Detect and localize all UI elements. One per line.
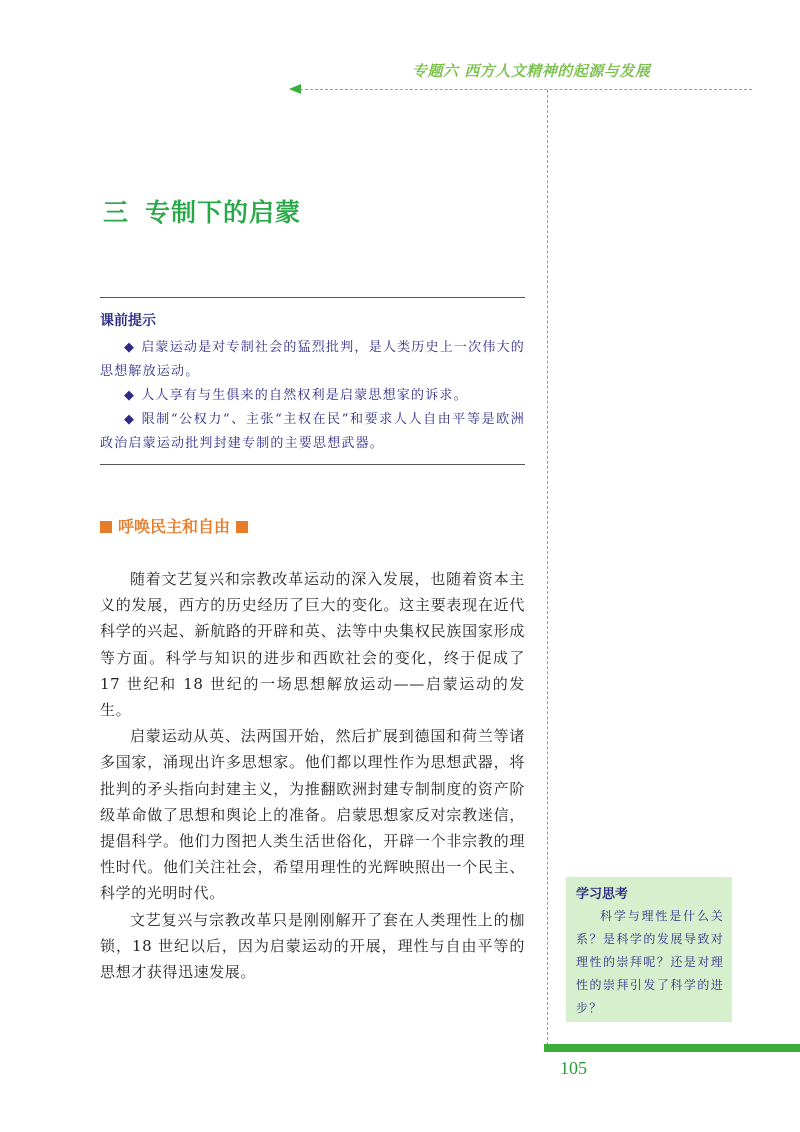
- diamond-bullet-icon: ◆: [124, 340, 136, 355]
- square-marker-icon: [236, 521, 248, 533]
- square-marker-icon: [100, 521, 112, 533]
- tips-heading: 课前提示: [100, 313, 156, 329]
- body-text: [100, 566, 525, 985]
- header-divider: [300, 89, 752, 90]
- diamond-bullet-icon: ◆: [124, 388, 136, 403]
- study-think-box: [566, 877, 732, 1022]
- section-heading-text: 呼唤民主和自由: [118, 517, 231, 536]
- tip-text: 启蒙运动是对专制社会的猛烈批判，是人类历史上一次伟大的思想解放运动。: [100, 340, 525, 379]
- tip-item: [100, 384, 525, 408]
- chapter-title-text: 专制下的启蒙: [145, 198, 302, 227]
- body-paragraph: 启蒙运动从英、法两国开始，然后扩展到德国和荷兰等诸多国家，涌现出许多思想家。他们都以理性作为思想武器，将批判的矛头指向封建主义，为推翻欧洲封建专制制度的资产阶级革命做了思想和舆论上的准备。启蒙思想家反对宗教迷信，提倡科学。他们力图把人类生活世俗化，开辟一个非宗教的理性时代。他们关注社会，希望用理性的光辉映照出一个民主、科学的光明时代。: [100, 727, 525, 903]
- running-header: 专题六 西方人文精神的起源与发展: [412, 62, 651, 80]
- tip-item: [100, 408, 525, 456]
- footer-bar: [544, 1044, 800, 1052]
- body-paragraph: 文艺复兴与宗教改革只是刚刚解开了套在人类理性上的枷锁，18 世纪以后，因为启蒙运动的开展，理性与自由平等的思想才获得迅速发展。: [100, 910, 525, 982]
- tip-item: [100, 336, 525, 384]
- tip-text: 人人享有与生俱来的自然权利是启蒙思想家的诉求。: [141, 388, 468, 403]
- study-think-title: 学习思考: [576, 887, 629, 902]
- chapter-number: 三: [103, 198, 130, 227]
- body-paragraph: 随着文艺复兴和宗教改革运动的深入发展，也随着资本主义的发展，西方的历史经历了巨大的变化。这主要表现在近代科学的兴起、新航路的开辟和英、法等中央集权民族国家形成等方面。科学与知识的进步和西欧社会的变化，终于促成了 17 世纪和 18 世纪的一场思想解放运动——启蒙运动的发生。: [100, 570, 525, 720]
- diamond-bullet-icon: ◆: [124, 412, 136, 427]
- pre-class-tips: [100, 297, 525, 465]
- chapter-title: [103, 193, 301, 229]
- tip-text: 限制“公权力”、主张“主权在民”和要求人人自由平等是欧洲政治启蒙运动批判封建专制的主要思想武器。: [100, 412, 526, 451]
- section-heading: [100, 514, 248, 537]
- margin-divider: [547, 90, 548, 1045]
- study-think-text: 科学与理性是什么关系？是科学的发展导致对理性的崇拜呢？还是对理性的崇拜引发了科学的进步？: [576, 909, 724, 1015]
- page-number: 105: [560, 1058, 587, 1078]
